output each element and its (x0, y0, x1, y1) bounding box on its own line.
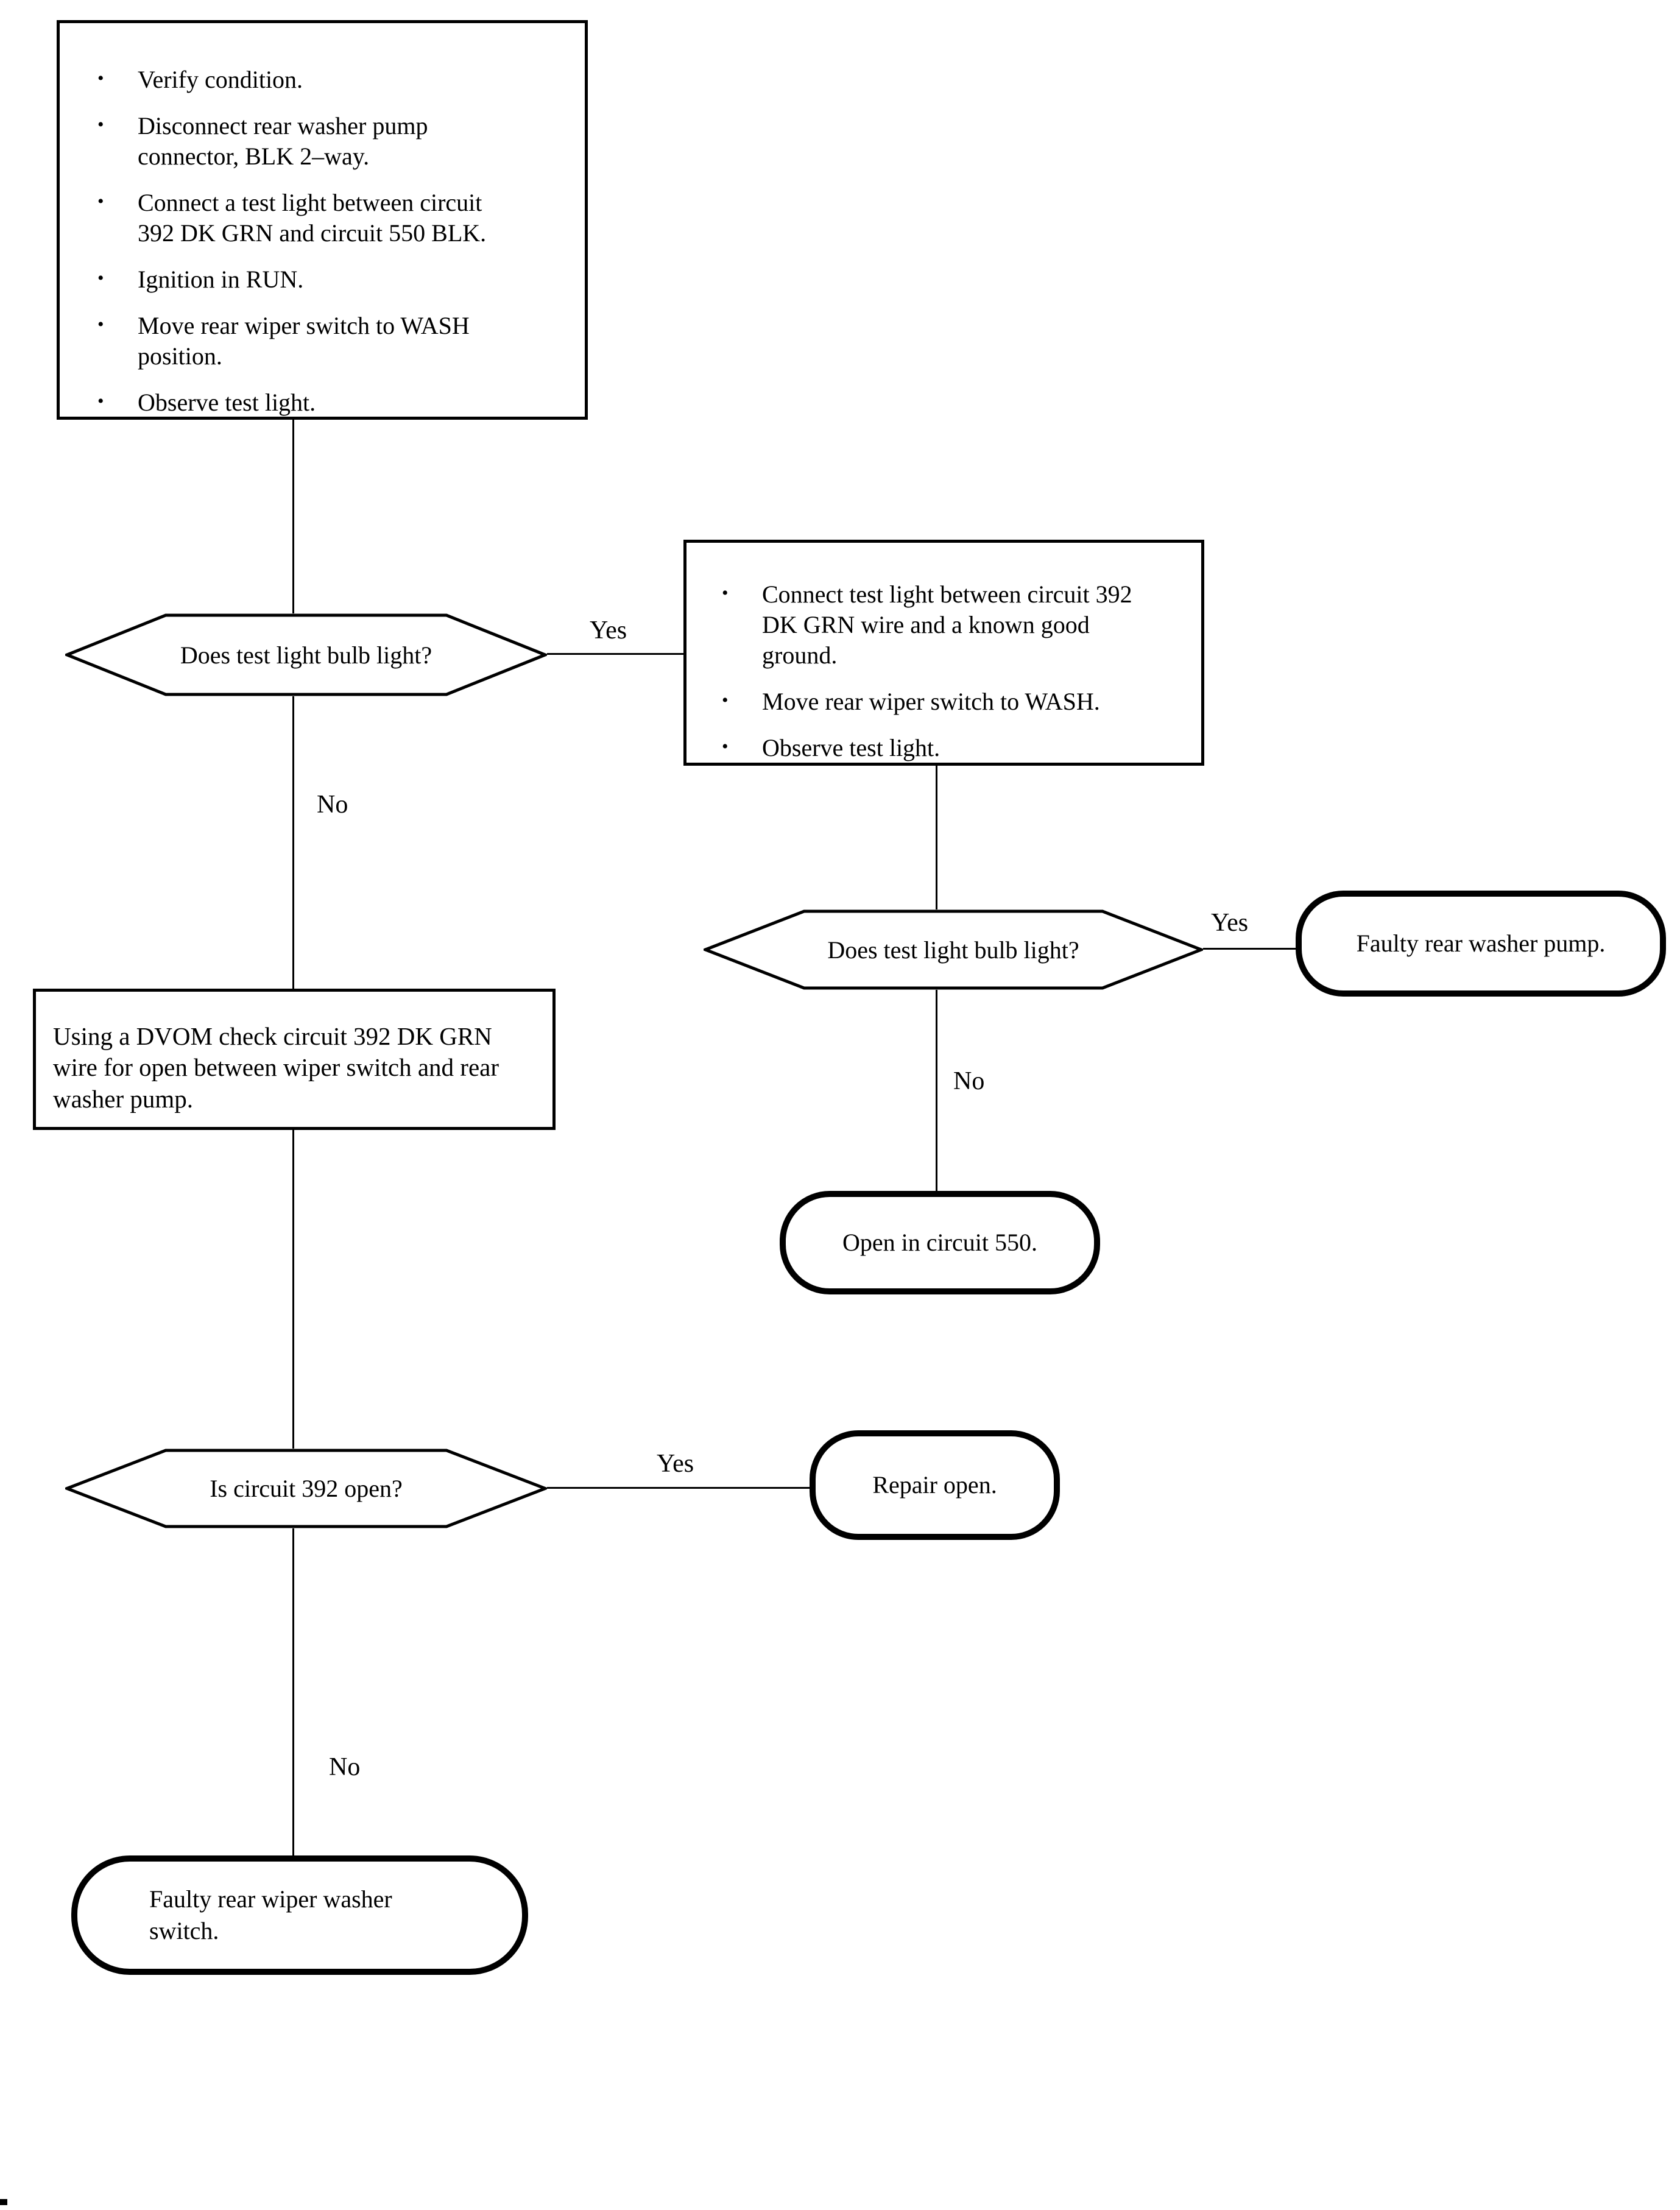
decision-label: Does test light bulb light? (180, 641, 432, 669)
bullet-item (722, 733, 1187, 763)
scan-artifact-dot (0, 2199, 7, 2205)
bullet-text: Observe test light. (762, 734, 941, 761)
bullet-item (97, 65, 566, 95)
bullet-text: Ignition in RUN. (138, 266, 304, 293)
edge-label-yes-1: Yes (590, 616, 627, 644)
terminal-repair-open (810, 1430, 1060, 1540)
bullet-item (97, 264, 566, 295)
edge-label-no-2: No (953, 1067, 985, 1095)
connector-decision1-step3-no (292, 696, 294, 989)
connector-step3-decision3 (292, 1130, 294, 1449)
connector-step1-decision1 (292, 420, 294, 613)
connector-decision2-faulty-pump-yes (1203, 948, 1296, 950)
step-test-light-ground-box (683, 540, 1204, 766)
bullet-text: Move rear wiper switch to WASH position. (138, 312, 470, 370)
bullet-icon: • (722, 690, 729, 710)
bullet-icon: • (97, 391, 104, 411)
bullet-icon: • (97, 268, 104, 288)
step-initial-checks-box (57, 20, 588, 420)
bullet-item (97, 311, 566, 372)
bullet-icon: • (722, 583, 729, 603)
bullet-text: Observe test light. (138, 389, 316, 416)
connector-decision3-repair-open-yes (547, 1487, 810, 1489)
bullet-icon: • (97, 191, 104, 211)
bullet-icon: • (97, 314, 104, 334)
terminal-open-circuit-550 (780, 1191, 1100, 1294)
bullet-icon: • (97, 115, 104, 135)
terminal-faulty-rear-wiper-washer-switch (71, 1855, 528, 1975)
bullet-text: Connect test light between circuit 392 DK GRN wire and a known good ground. (762, 581, 1132, 669)
edge-label-yes-3: Yes (657, 1450, 694, 1478)
bullet-text: Verify condition. (138, 66, 303, 93)
decision-label: Is circuit 392 open? (210, 1475, 403, 1502)
connector-decision2-open550-no (936, 990, 937, 1191)
decision-test-light-2 (704, 909, 1203, 990)
bullet-text: Disconnect rear washer pump connector, BLK 2–way. (138, 112, 428, 170)
terminal-faulty-rear-washer-pump (1296, 891, 1666, 997)
bullet-item (97, 188, 566, 249)
decision-circuit-392-open (65, 1449, 547, 1528)
bullet-text: Move rear wiper switch to WASH. (762, 688, 1100, 715)
connector-step2-decision2 (936, 766, 937, 909)
terminal-label: Open in circuit 550. (842, 1229, 1037, 1256)
bullet-item (97, 387, 566, 418)
bullet-item (722, 579, 1187, 671)
edge-label-no-1: No (317, 791, 348, 819)
edge-label-yes-2: Yes (1211, 909, 1249, 937)
bullet-icon: • (722, 736, 729, 757)
bullet-item (722, 687, 1187, 717)
terminal-label: Faulty rear wiper washer switch. (149, 1885, 392, 1944)
bullet-item (97, 111, 566, 172)
step-dvom-check-box (33, 989, 556, 1130)
edge-label-no-3: No (329, 1753, 361, 1781)
decision-test-light-1 (65, 613, 547, 696)
connector-decision1-step2-yes (547, 653, 683, 655)
connector-decision3-faulty-switch-no (292, 1528, 294, 1855)
bullet-text: Connect a test light between circuit 392 DK GRN and circuit 550 BLK. (138, 189, 487, 247)
terminal-label: Repair open. (872, 1471, 997, 1499)
terminal-label: Faulty rear washer pump. (1356, 930, 1606, 957)
bullet-icon: • (97, 68, 104, 88)
step-text: Using a DVOM check circuit 392 DK GRN wire for open between wiper switch and rear washer pump. (53, 1022, 499, 1113)
decision-label: Does test light bulb light? (827, 936, 1079, 964)
